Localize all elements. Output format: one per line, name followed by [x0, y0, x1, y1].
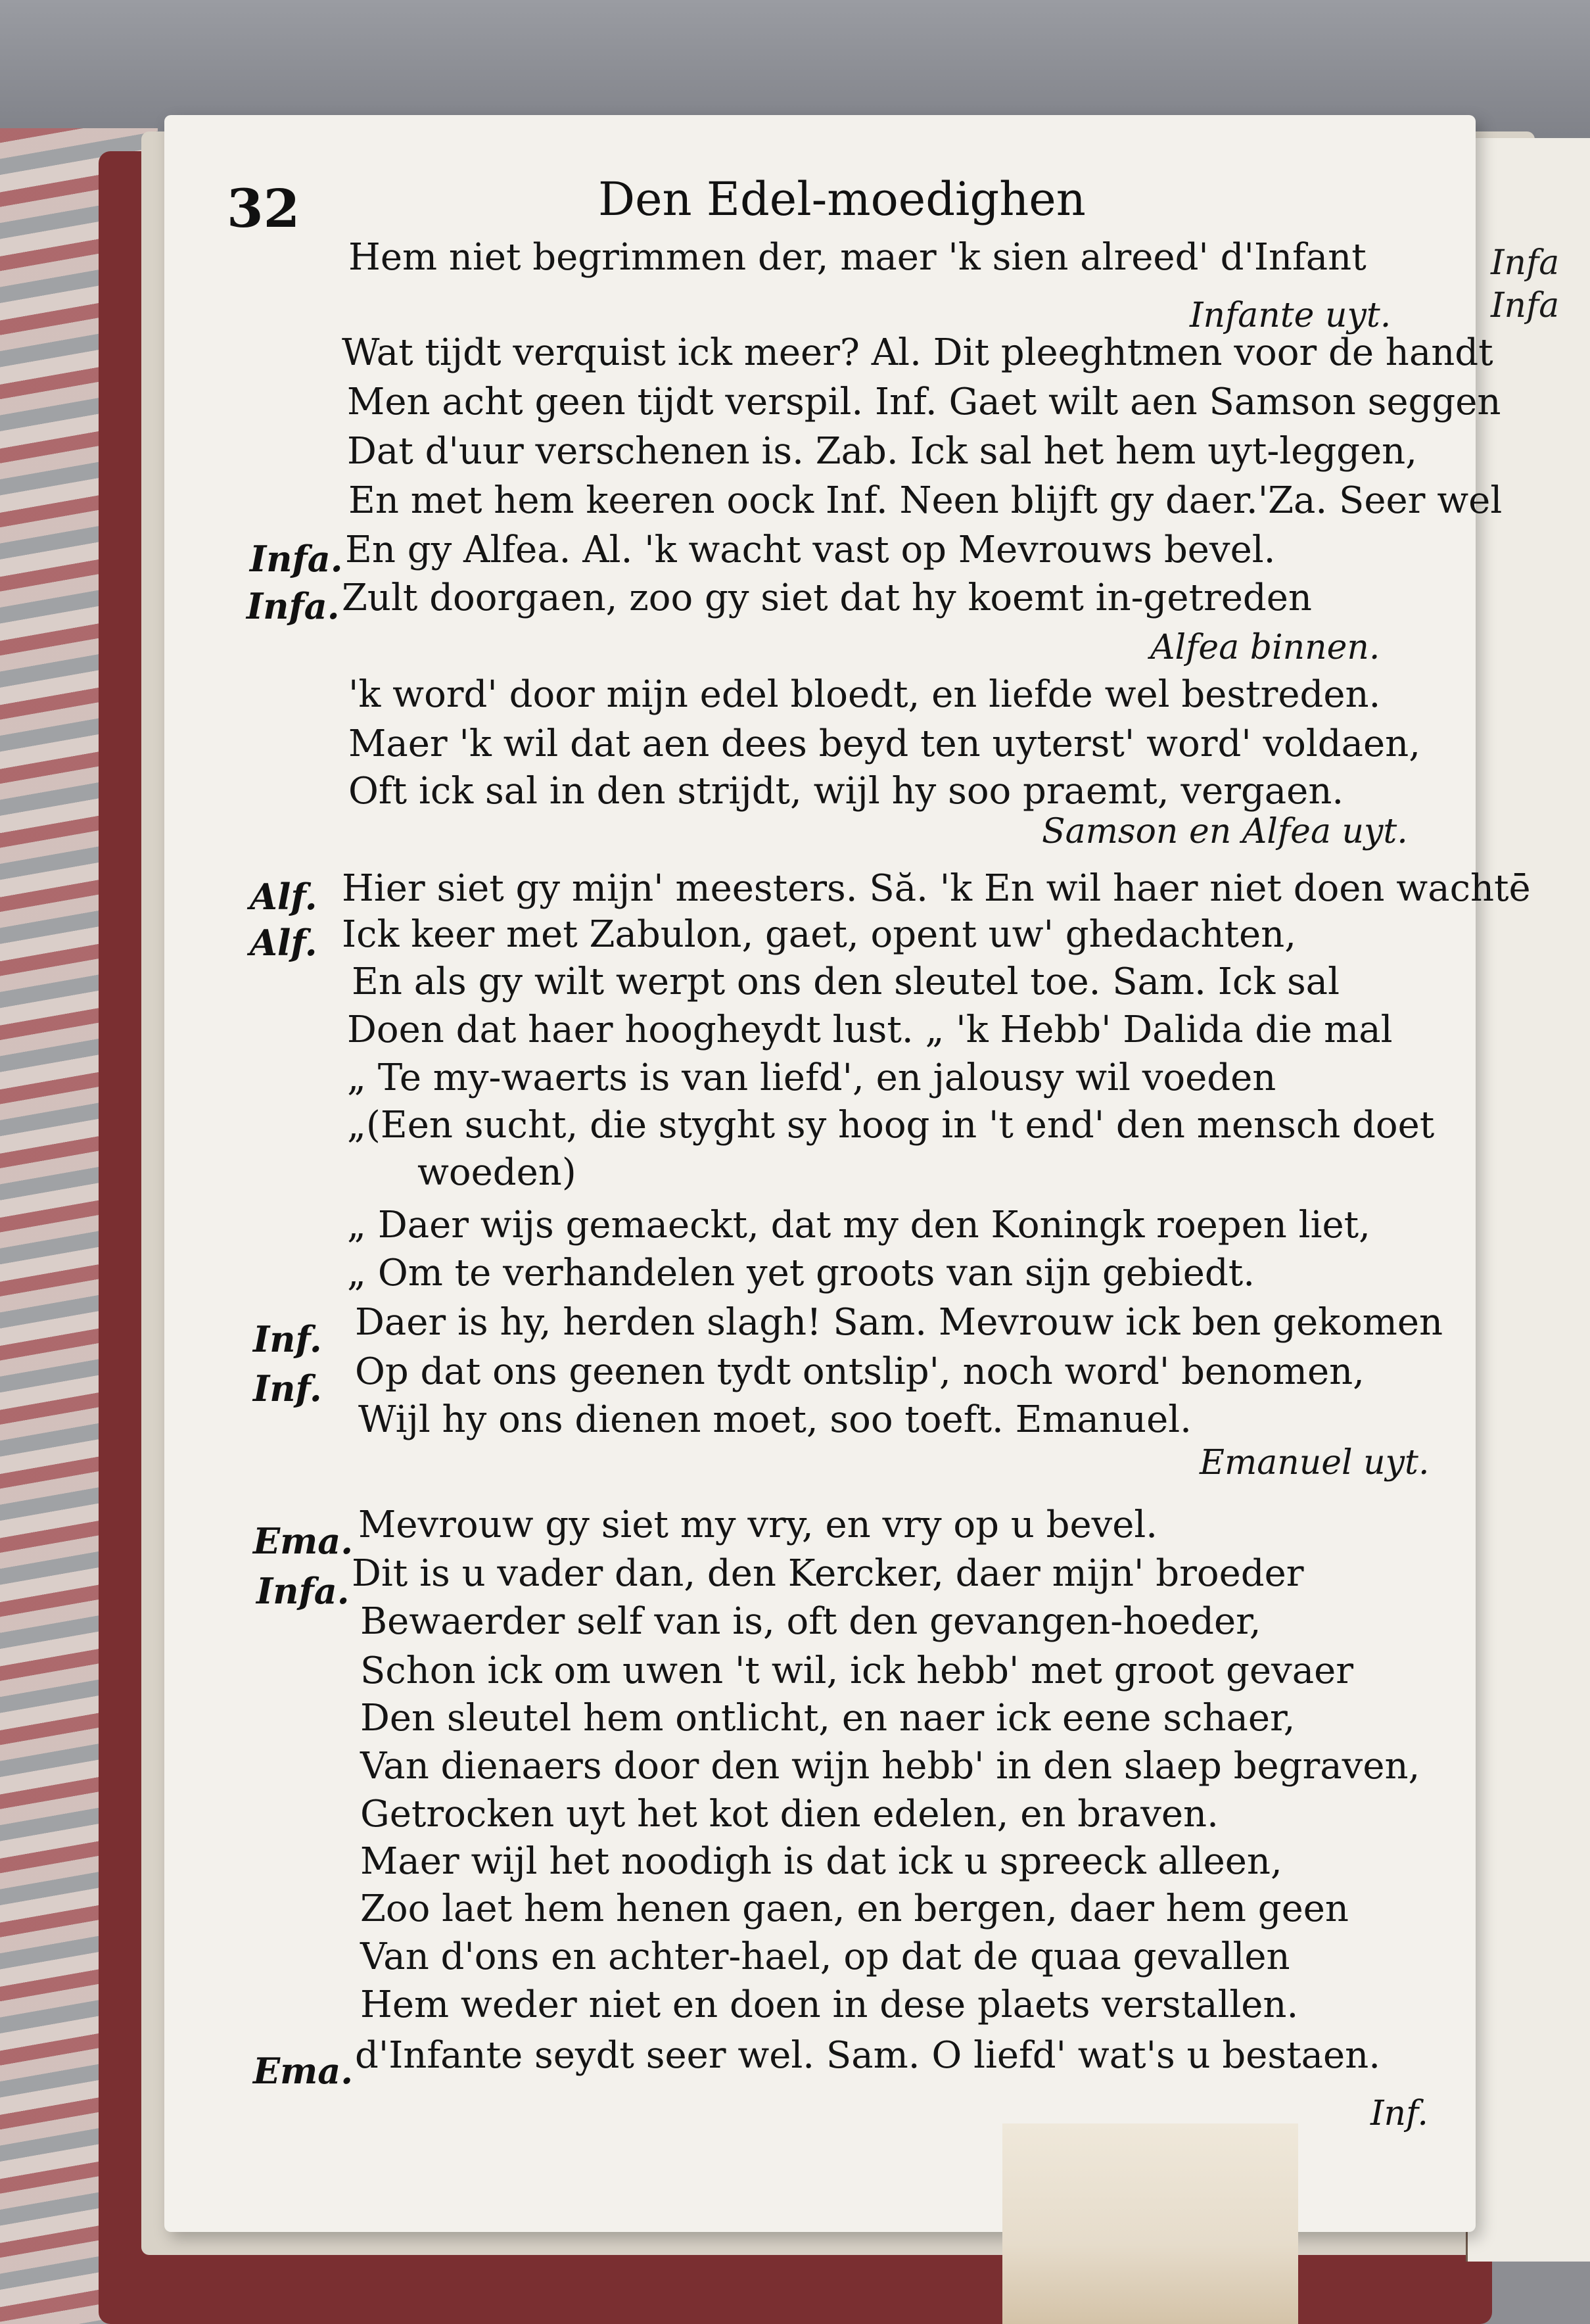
- verse-line: Den sleutel hem ontlicht, en naer ick eene schaer,: [360, 1697, 1296, 1740]
- page-number: 32: [227, 178, 300, 239]
- verse-line: Hem niet begrimmen der, maer 'k sien alreed' d'Infant: [348, 236, 1367, 279]
- verse-line: Wat tijdt verquist ick meer? Al. Dit pleeghtmen voor de handt: [342, 331, 1493, 374]
- paper-tab: [1002, 2123, 1298, 2324]
- verse-line: Zoo laet hem henen gaen, en bergen, daer hem geen: [360, 1887, 1349, 1930]
- verse-line: Getrocken uyt het kot dien edelen, en braven.: [360, 1793, 1219, 1836]
- verse-line: Dat d'uur verschenen is. Zab. Ick sal het hem uyt-leggen,: [347, 430, 1418, 473]
- speaker-label: Inf.: [253, 1318, 322, 1360]
- stage-direction: Samson en Alfea uyt.: [1042, 812, 1408, 851]
- verse-line: Van dienaers door den wijn hebb' in den slaep begraven,: [360, 1745, 1420, 1788]
- verse-line: En gy Alfea. Al. 'k wacht vast op Mevrouws bevel.: [345, 529, 1276, 571]
- speaker-label: Inf.: [253, 1367, 322, 1410]
- stage-direction: Emanuel uyt.: [1200, 1443, 1430, 1482]
- verse-line: Op dat ons geenen tydt ontslip', noch word' benomen,: [355, 1350, 1365, 1393]
- verse-line: Hier siet gy mijn' meesters. Să. 'k En wil haer niet doen wachtē: [342, 867, 1531, 910]
- verse-line: d'Infante seydt seer wel. Sam. O liefd' wat's u bestaen.: [355, 2034, 1381, 2077]
- facing-page-fragment: Infa: [1491, 286, 1560, 325]
- verse-line: woeden): [417, 1151, 576, 1194]
- verse-line: Oft ick sal in den strijdt, wijl hy soo praemt, vergaen.: [348, 770, 1344, 813]
- verse-line: Doen dat haer hoogheydt lust. „ 'k Hebb' Dalida die mal: [347, 1008, 1393, 1051]
- speaker-label: Alf.: [250, 876, 317, 918]
- verse-line: Maer wijl het noodigh is dat ick u spreeck alleen,: [360, 1840, 1282, 1883]
- verse-line: Daer is hy, herden slagh! Sam. Mevrouw ick ben gekomen: [355, 1301, 1443, 1344]
- verse-line: Van d'ons en achter-hael, op dat de quaa gevallen: [360, 1935, 1290, 1978]
- running-head: Den Edel-moedighen: [598, 172, 1086, 226]
- verse-line: „(Een sucht, die styght sy hoog in 't end' den mensch doet: [347, 1104, 1435, 1147]
- verse-line: Ick keer met Zabulon, gaet, opent uw' ghedachten,: [342, 913, 1297, 956]
- verse-line: En als gy wilt werpt ons den sleutel toe. Sam. Ick sal: [352, 960, 1340, 1003]
- verse-line: „ Om te verhandelen yet groots van sijn gebiedt.: [347, 1252, 1255, 1294]
- verse-line: „ Daer wijs gemaeckt, dat my den Koningk roepen liet,: [347, 1204, 1370, 1246]
- speaker-label: Infa.: [246, 585, 340, 627]
- speaker-label: Ema.: [253, 2050, 354, 2092]
- facing-page: [1466, 138, 1590, 2262]
- speaker-label: Alf.: [250, 922, 317, 964]
- verse-line: „ Te my-waerts is van liefd', en jalousy wil voeden: [347, 1056, 1276, 1099]
- speaker-label: Ema.: [253, 1520, 354, 1562]
- verse-line: Schon ick om uwen 't wil, ick hebb' met groot gevaer: [360, 1649, 1353, 1692]
- stage-direction: Infante uyt.: [1190, 296, 1391, 335]
- stage-direction: Alfea binnen.: [1150, 628, 1380, 667]
- facing-page-fragment: Infa: [1491, 243, 1560, 283]
- speaker-label: Infa.: [256, 1570, 350, 1612]
- catchword: Inf.: [1370, 2094, 1428, 2133]
- verse-line: Bewaerder self van is, oft den gevangen-hoeder,: [360, 1600, 1261, 1643]
- verse-line: Mevrouw gy siet my vry, en vry op u bevel.: [358, 1504, 1158, 1546]
- verse-line: Dit is u vader dan, den Kercker, daer mijn' broeder: [352, 1552, 1304, 1595]
- verse-line: Maer 'k wil dat aen dees beyd ten uyterst' word' voldaen,: [348, 723, 1421, 765]
- verse-line: Men acht geen tijdt verspil. Inf. Gaet wilt aen Samson seggen: [347, 381, 1501, 423]
- verse-line: Hem weder niet en doen in dese plaets verstallen.: [360, 1983, 1299, 2026]
- verse-line: Zult doorgaen, zoo gy siet dat hy koemt in-getreden: [342, 577, 1312, 619]
- verse-line: En met hem keeren oock Inf. Neen blijft gy daer.'Za. Seer wel: [348, 479, 1503, 522]
- verse-line: 'k word' door mijn edel bloedt, en liefde wel bestreden.: [348, 673, 1381, 716]
- speaker-label: Infa.: [250, 538, 343, 580]
- verse-line: Wijl hy ons dienen moet, soo toeft. Emanuel.: [358, 1398, 1192, 1441]
